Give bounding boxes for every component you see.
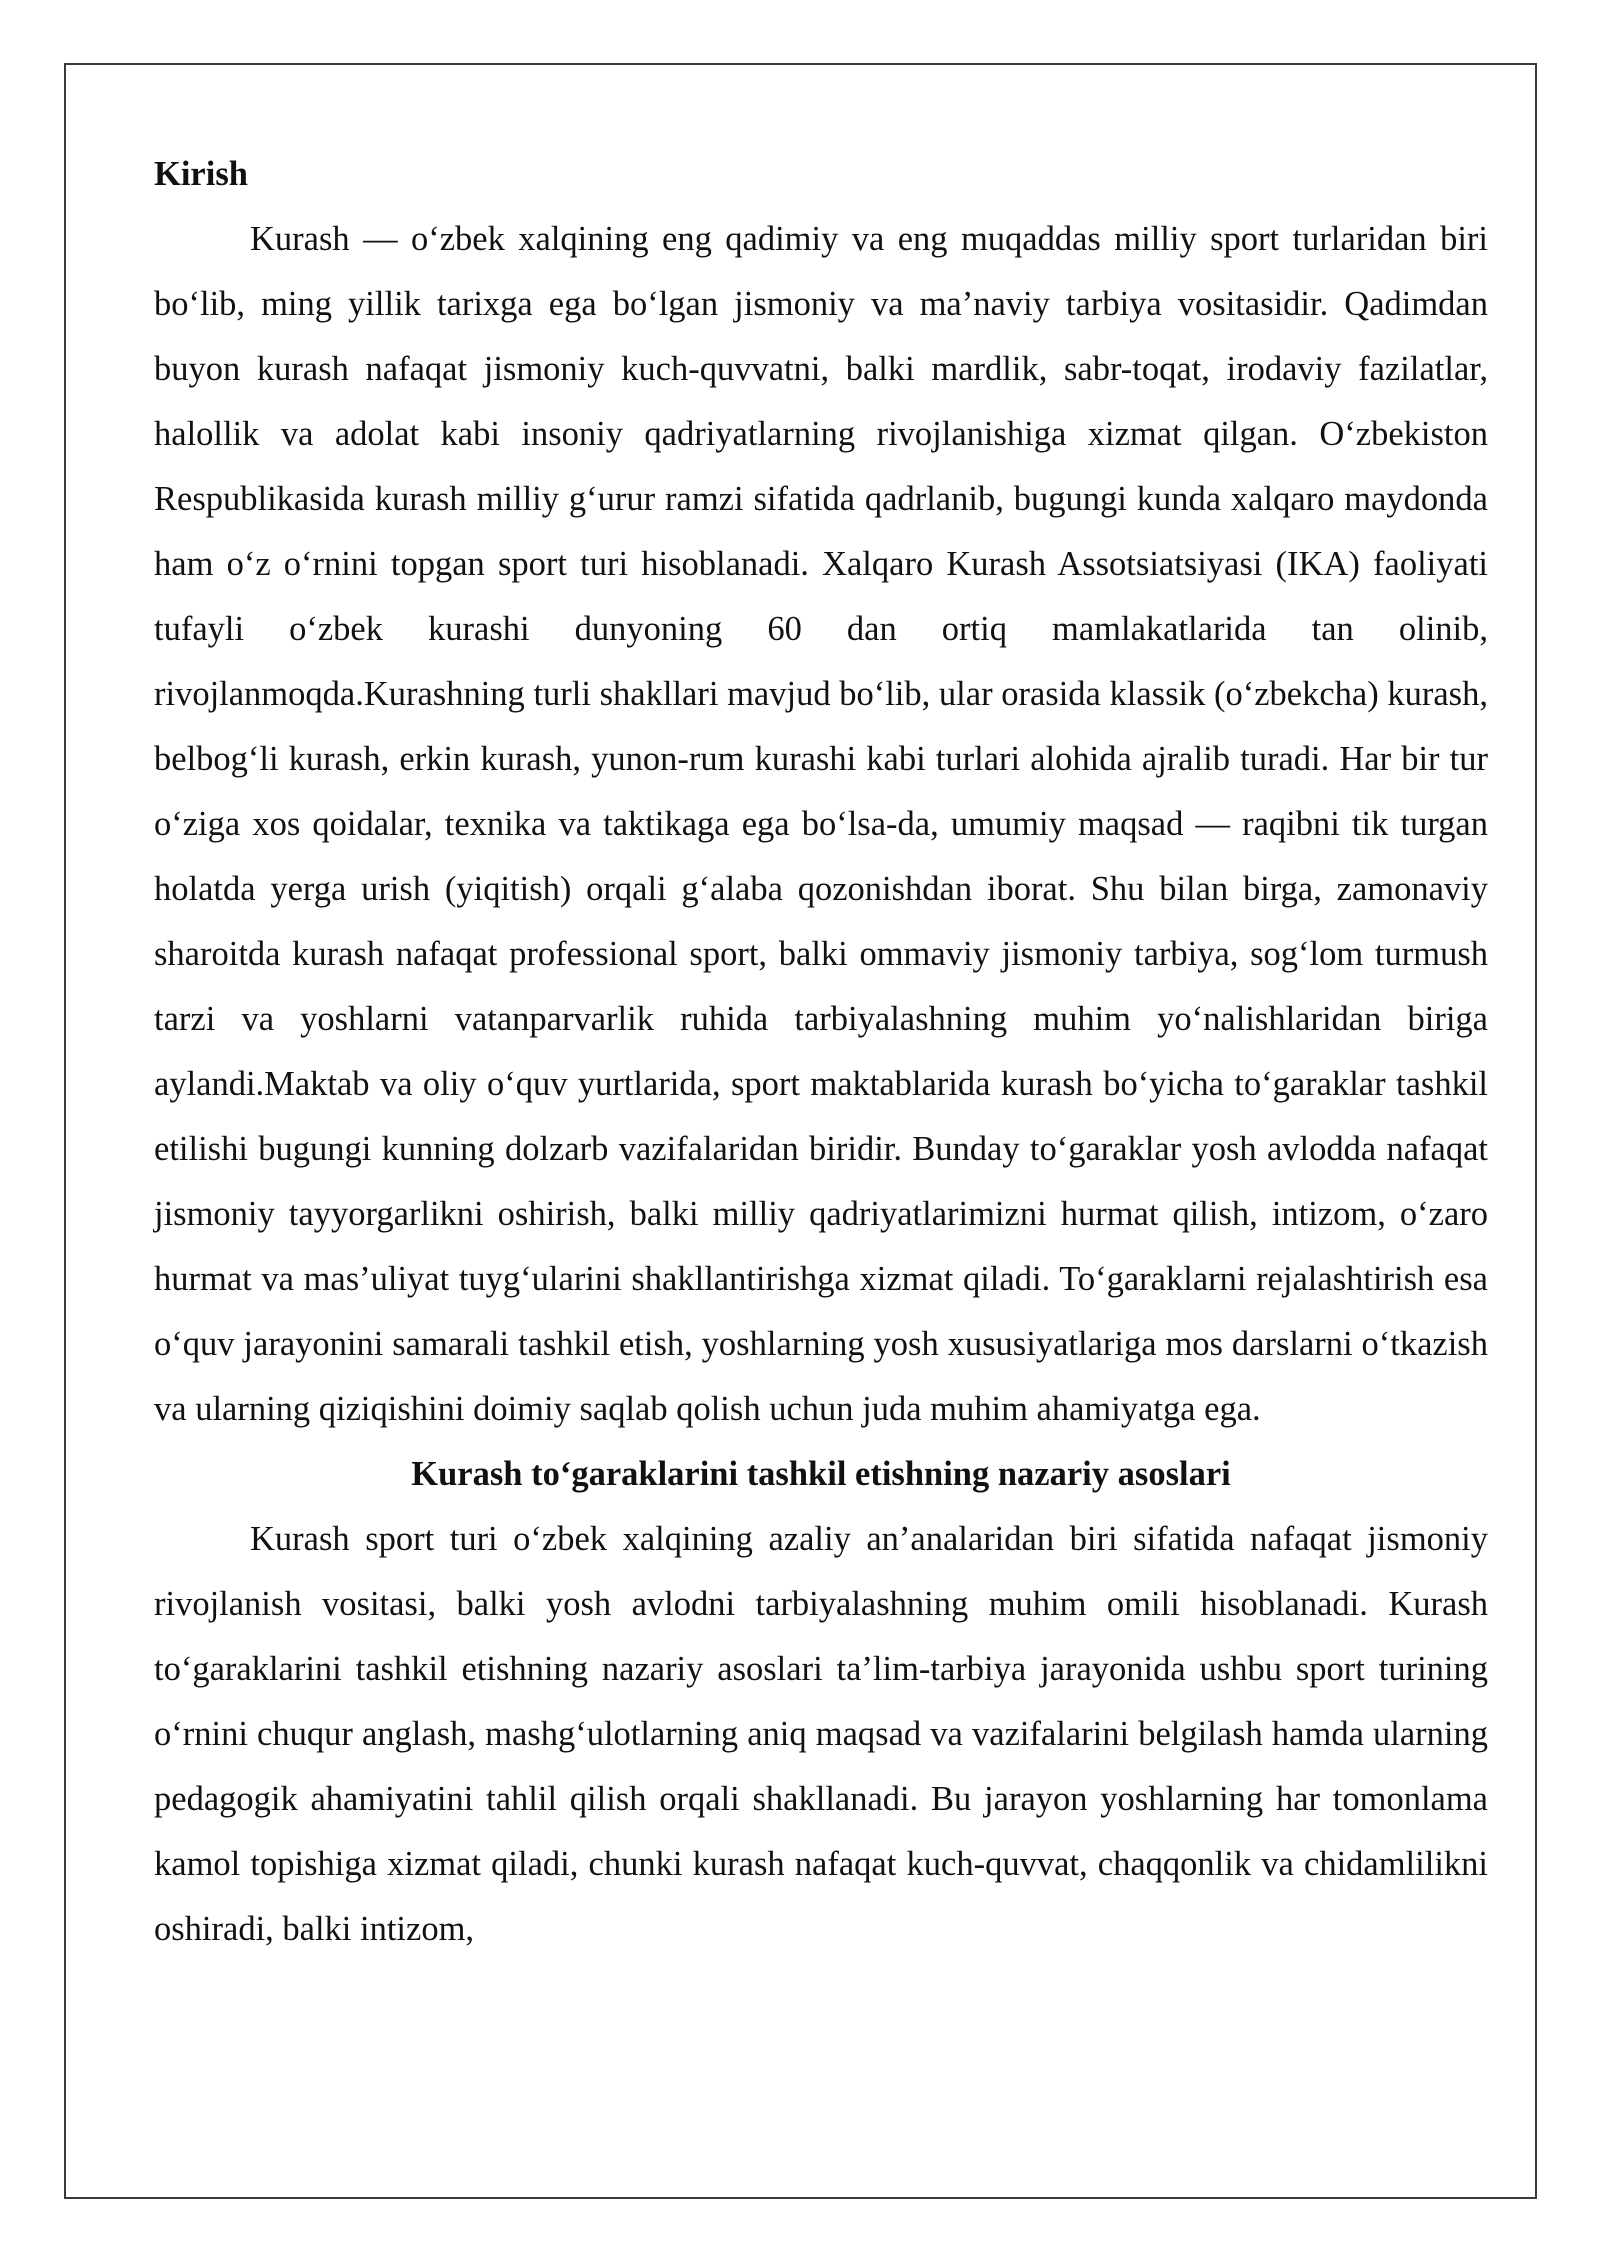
section-heading: Kurash to‘garaklarini tashkil etishning nazariy asoslari bbox=[411, 1455, 1231, 1493]
section-paragraph: Kurash sport turi o‘zbek xalqining azaliy an’analaridan biri sifatida nafaqat jismoniy rivojlanish vositasi, balki yosh avlodni tarbiyalashning muhim omili hisoblanadi. Kurash to‘garaklarini tashkil etishning nazariy asoslari ta’lim-tarbiya jarayonida ushbu sport turining o‘rnini chuqur anglash, mashg‘ulotlarning aniq maqsad va vazifalarini belgilash hamda ularning pedagogik ahamiyatini tahlil qilish orqali shakllanadi. Bu jarayon yoshlarning har tomonlama kamol topishiga xizmat qiladi, chunki kurash nafaqat kuch-quvvat, chaqqonlik va chidamlilikni oshiradi, balki intizom, bbox=[154, 1520, 1488, 1948]
document-body bbox=[154, 142, 1488, 1962]
intro-heading: Kirish bbox=[154, 155, 248, 193]
intro-paragraph: Kurash — o‘zbek xalqining eng qadimiy va eng muqaddas milliy sport turlaridan biri bo‘lib, ming yillik tarixga ega bo‘lgan jismoniy va ma’naviy tarbiya vositasidir. Qadimdan buyon kurash nafaqat jismoniy kuch-quvvatni, balki mardlik, sabr-toqat, irodaviy fazilatlar, halollik va adolat kabi insoniy qadriyatlarning rivojlanishiga xizmat qilgan. O‘zbekiston Respublikasida kurash milliy g‘urur ramzi sifatida qadrlanib, bugungi kunda xalqaro maydonda ham o‘z o‘rnini topgan sport turi hisoblanadi. Xalqaro Kurash Assotsiatsiyasi (IKA) faoliyati tufayli o‘zbek kurashi dunyoning 60 dan ortiq mamlakatlarida tan olinib, rivojlanmoqda.Kurashning turli shakllari mavjud bo‘lib, ular orasida klassik (o‘zbekcha) kurash, belbog‘li kurash, erkin kurash, yunon-rum kurashi kabi turlari alohida ajralib turadi. Har bir tur o‘ziga xos qoidalar, texnika va taktikaga ega bo‘lsa-da, umumiy maqsad — raqibni tik turgan holatda yerga urish (yiqitish) orqali g‘alaba qozonishdan iborat. Shu bilan birga, zamonaviy sharoitda kurash nafaqat professional sport, balki ommaviy jismoniy tarbiya, sog‘lom turmush tarzi va yoshlarni vatanparvarlik ruhida tarbiyalashning muhim yo‘nalishlaridan biriga aylandi.Maktab va oliy o‘quv yurtlarida, sport maktablarida kurash bo‘yicha to‘garaklar tashkil etilishi bugungi kunning dolzarb vazifalaridan biridir. Bunday to‘garaklar yosh avlodda nafaqat jismoniy tayyorgarlikni oshirish, balki milliy qadriyatlarimizni hurmat qilish, intizom, o‘zaro hurmat va mas’uliyat tuyg‘ularini shakllantirishga xizmat qiladi. To‘garaklarni rejalashtirish esa o‘quv jarayonini samarali tashkil etish, yoshlarning yosh xususiyatlariga mos darslarni o‘tkazish va ularning qiziqishini doimiy saqlab qolish uchun juda muhim ahamiyatga ega. bbox=[154, 220, 1488, 1428]
